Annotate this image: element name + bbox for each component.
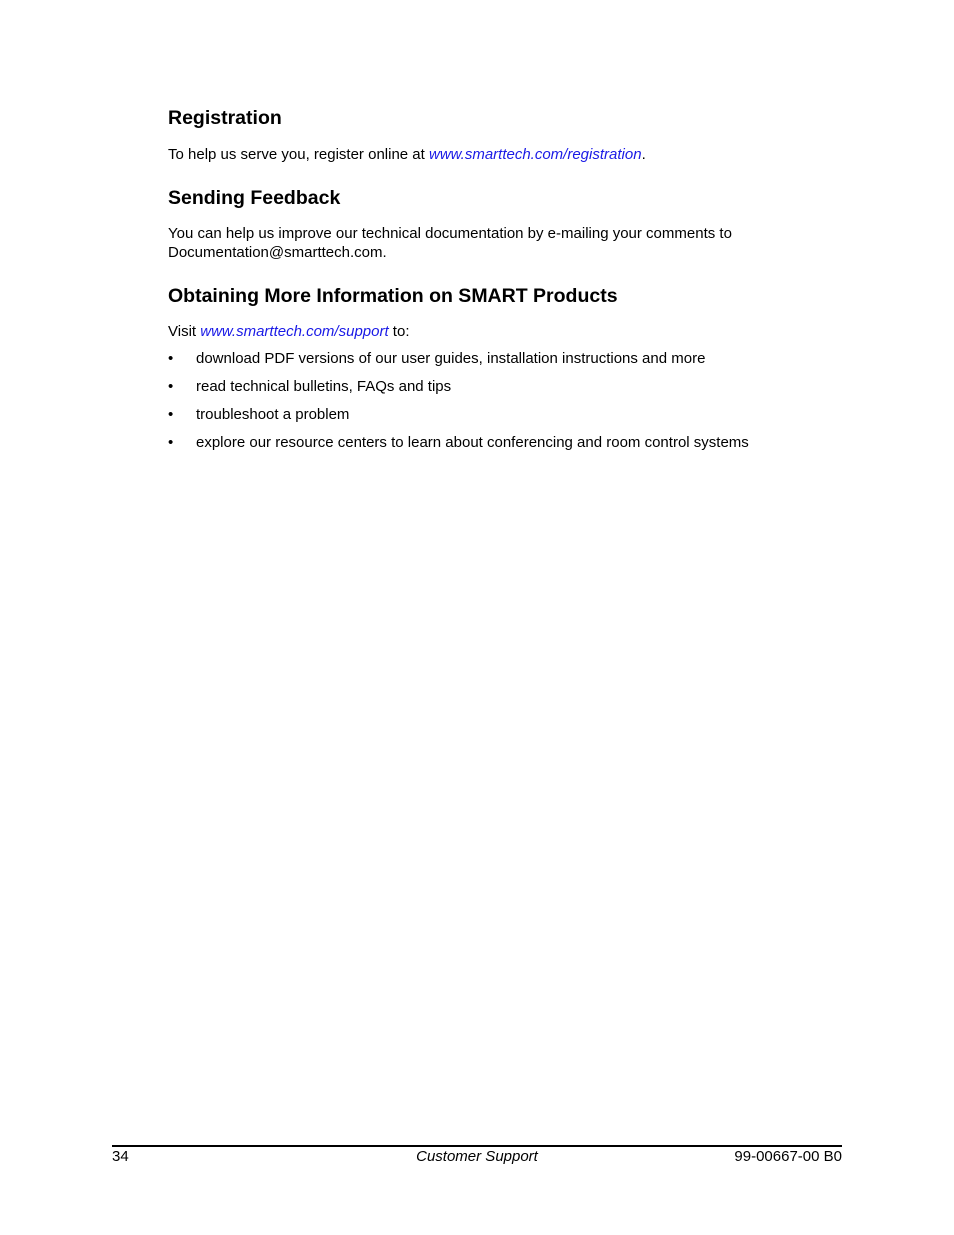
registration-link[interactable]: www.smarttech.com/registration <box>428 146 642 163</box>
page-number: 34 <box>112 1148 129 1165</box>
bullet-icon: • <box>168 350 174 367</box>
registration-heading: Registration <box>168 107 282 129</box>
more-info-paragraph <box>168 322 410 341</box>
bullet-icon: • <box>168 378 174 395</box>
page-footer <box>112 1147 842 1167</box>
bullet-icon: • <box>168 434 174 451</box>
bullet-icon: • <box>168 406 174 423</box>
registration-paragraph <box>168 145 646 164</box>
document-number: 99-00667-00 B0 <box>734 1148 842 1165</box>
feedback-paragraph-line2: Documentation@smarttech.com. <box>168 244 387 261</box>
feedback-paragraph-line1: You can help us improve our technical documentation by e-mailing your comments to <box>168 225 732 242</box>
registration-text-after: . <box>641 146 646 163</box>
support-link[interactable]: www.smarttech.com/support <box>200 323 389 340</box>
list-item-text: read technical bulletins, FAQs and tips <box>196 378 452 395</box>
list-item-text: troubleshoot a problem <box>196 406 350 423</box>
more-info-text-before: Visit <box>168 323 201 340</box>
more-info-heading: Obtaining More Information on SMART Products <box>168 285 618 307</box>
registration-text-before: To help us serve you, register online at <box>168 146 429 163</box>
list-item-text: explore our resource centers to learn about conferencing and room control systems <box>196 434 749 451</box>
footer-section-title: Customer Support <box>416 1148 538 1165</box>
list-item-text: download PDF versions of our user guides, installation instructions and more <box>196 350 706 367</box>
feedback-heading: Sending Feedback <box>168 187 341 209</box>
more-info-text-after: to: <box>388 323 410 340</box>
